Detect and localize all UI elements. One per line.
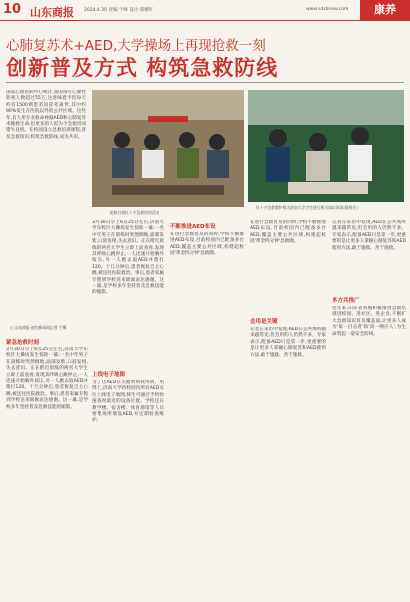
section-body: 记者在采访中发现,AED在公共场所越来越常见,但会用的人仍然不多。专家表示,配备AED只是第一步,更重要的是让更多人掌握心肺复苏和AED使用方法,敢于施救、善于施救。 <box>250 327 326 358</box>
byline: ○ 山东商报·速豹新闻网记者 于娜 <box>10 325 67 330</box>
section-body: 3月30日早上6点25分左右,济南大学东校区大操场发生惊险一幕:一名中年男子在晨练时突然倒地,面部发紫,口唇发绀,失去意识。正在附近晨练的两名大学生立即上前查看,发现其呼吸心跳停止,一人迅速开始胸外按压,另一人跑去取AED并拨打120。十几分钟后,患者恢复自主心跳,被送往医院救治。事后,患者家属专程到学校送来锦旗表达感谢。这一幕,是学校多年坚持普及急救技能的缩影。 <box>6 347 88 410</box>
section-title: 会用是关键 <box>250 319 278 325</box>
article-headline: 创新普及方式 构筑急救防线 <box>6 56 279 80</box>
section-body: 在进行急救普及的同时,学校不断推进AED布设,目前校园内已配备多台AED,覆盖主要公共区域,构建起校园'黄金四分钟'急救圈。 <box>250 220 326 245</box>
section-title: 紧急抢救时刻 <box>6 340 40 346</box>
section-body: 在进行急救普及的同时,学校不断推进AED布设,目前校园内已配备多台AED,覆盖主要公共区域,构建起校园'黄金四分钟'急救圈。 <box>170 232 244 257</box>
paper-name: 山东商报 <box>30 6 74 19</box>
section-title: 上线电子地图 <box>92 372 126 378</box>
article-lead: 国家心血管病中心统计,我国每年心源性猝死人数超过55万,这意味着平均每天约有1500例患者因猝死离世,其中约90%发生在医院以外的公共区域。这些年,有人用专业救命神器AED和心肺复苏术挽救生命,但更多的人因为不会使用而错失良机。在校园设立急救培训课程,普及急救知识,构筑急救防线,成为共识。 <box>6 90 86 140</box>
news-photo <box>92 90 244 207</box>
section-body: 为了让AED在关键时刻找得到、用得上,济南大学将校园内所有AED点位上线电子地图,师生可通过手机快速查询最近的设备位置。学校还在教学楼、宿舍楼、体育场馆等人员密集场所增设AED,并定期检查维护。 <box>92 380 164 424</box>
section-body: 近年来,山东省各地积极推进急救培训进校园、进社区、进企业,不断扩大急救知识普及覆盖面,让更多人成为'第一目击者'和'第一响应人',为生命筑起一道安全防线。 <box>332 306 406 337</box>
headline-divider <box>6 82 404 83</box>
article-kicker: 心肺复苏术+AED,大学操场上再现抢救一刻 <box>6 38 266 54</box>
masthead <box>0 0 410 21</box>
photo-caption: 抢救开展红十字急救培训活动 <box>110 210 160 215</box>
photo-caption: 红十字急救教护师为济南大学学生进行相关知识培训(资料片) <box>256 205 358 210</box>
issue-meta: 2024.4.30 责编:于峰 设计:郑娜红 <box>84 8 154 13</box>
column-label: 康养 <box>360 0 410 20</box>
section-body: 记者在采访中发现,AED在公共场所越来越常见,但会用的人仍然不多。专家表示,配备AED只是第一步,更重要的是让更多人掌握心肺复苏和AED使用方法,敢于施救、善于施救。 <box>332 220 406 251</box>
news-photo <box>248 90 404 202</box>
website-link[interactable]: www.sdsbnew.com <box>306 7 349 12</box>
section-title: 多方共推广 <box>332 298 360 304</box>
page-number: 10 <box>3 2 22 17</box>
section-title: 不断推进AED布设 <box>170 224 216 230</box>
section-body: 3月30日早上6点25分左右,济南大学东校区大操场发生惊险一幕:一名中年男子在晨练时突然倒地,面部发紫,口唇发绀,失去意识。正在附近晨练的两名大学生立即上前查看,发现其呼吸心跳停止,一人迅速开始胸外按压,另一人跑去取AED并拨打120。十几分钟后,患者恢复自主心跳,被送往医院救治。事后,患者家属专程到学校送来锦旗表达感谢。这一幕,是学校多年坚持普及急救技能的缩影。 <box>92 220 164 296</box>
